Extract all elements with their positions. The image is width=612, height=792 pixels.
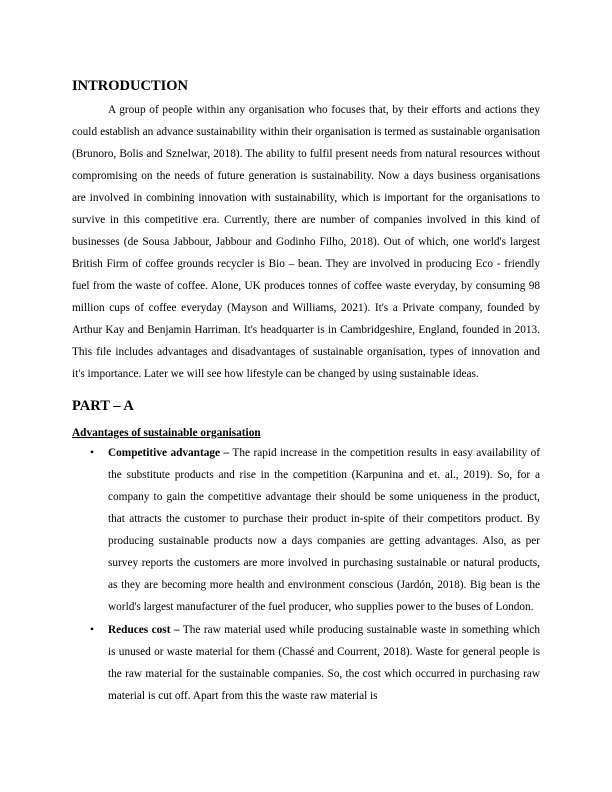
subheading-advantages: Advantages of sustainable organisation	[72, 427, 261, 439]
heading-introduction: INTRODUCTION	[72, 78, 189, 94]
bullet-icon: •	[90, 624, 94, 636]
intro-paragraph: A group of people within any organisation who focuses that, by their efforts and actions they could establish an advance sustainability within their organisation is termed as sustainable organisation (Brunoro, Bolis and Sznelwar, 2018). The ability to fulfil present needs from natural resources without compromising on the needs of future generation is sustainability. Now a days business organisations are involved in combining innovation with sustainability, which is important for the organisations to survive in this competitive era. Currently, there are number of companies involved in this kind of businesses (de Sousa Jabbour, Jabbour and Godinho Filho, 2018). Out of which, one world's largest British Firm of coffee grounds recycler is Bio – bean. They are involved in producing Eco - friendly fuel from the waste of coffee. Alone, UK produces tonnes of coffee waste everyday, by consuming 98 million cups of coffee everyday (Mayson and Williams, 2021). It's a Private company, founded by Arthur Kay and Benjamin Harriman. It's headquarter is in Cambridgeshire, England, founded in 2013. This file includes advantages and disadvantages of sustainable organisation, types of innovation and it's importance. Later we will see how lifestyle can be changed by using sustainable ideas.	[72, 104, 540, 380]
bullet-title: Competitive advantage –	[108, 447, 230, 459]
bullet-text: The rapid increase in the competition results in easy availability of the substitute products and rise in the competition (Karpunina and et. al., 2019). So, for a company to gain the competitive advantage their should be some uniqueness in the product, that attracts the customer to purchase their product in-spite of their competitors product. By producing sustainable products now a days companies are getting advantages. Also, as per survey reports the customers are more involved in purchasing sustainable or natural products, as they are becoming more health and environment conscious (Jardón, 2018). Big bean is the world's largest manufacturer of the fuel producer, who supplies power to the buses of London.	[108, 447, 541, 613]
bullet-text: The raw material used while producing sustainable waste in something which is unused or waste material for them (Chassé and Courrent, 2018). Waste for general people is the raw material for the sustainable companies. So, the cost which occurred in purchasing raw material is cut off. Apart from this the waste raw material is	[108, 624, 541, 702]
bullet-title: Reduces cost –	[108, 624, 180, 636]
bullet-icon: •	[90, 447, 94, 459]
list-item	[72, 619, 540, 707]
list-item	[72, 442, 540, 618]
advantages-list	[72, 442, 540, 708]
heading-part-a: PART – A	[72, 398, 134, 414]
